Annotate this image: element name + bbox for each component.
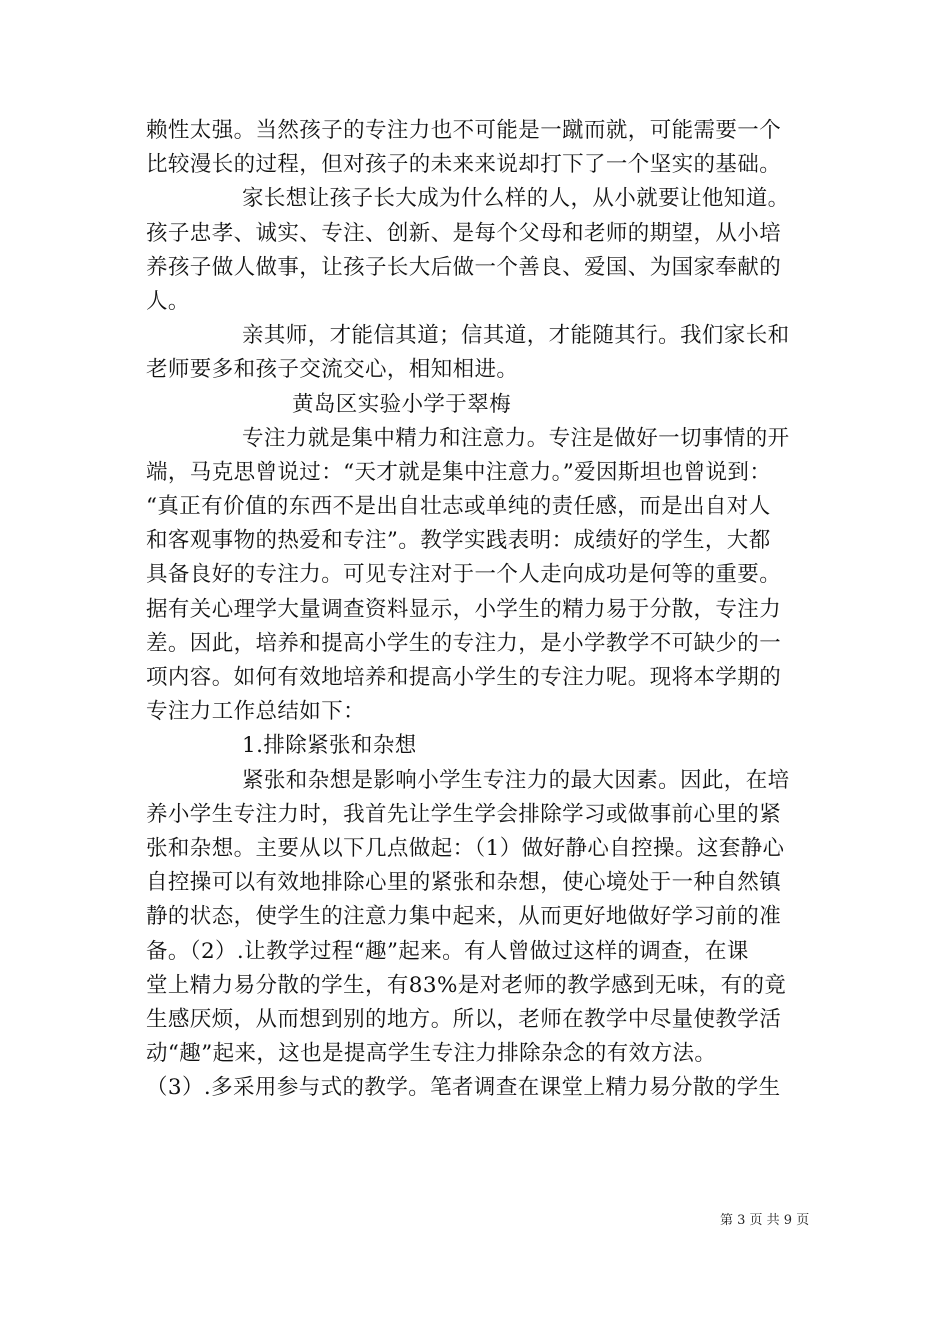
- text-line: 比较漫长的过程，但对孩子的未来来说却打下了一个坚实的基础。: [146, 152, 782, 178]
- text-line: 孩子忠孝、诚实、专注、创新、是每个父母和老师的期望，从小培: [146, 220, 782, 246]
- text-line: 备。（2）.让教学过程“趣”起来。有人曾做过这样的调查，在课: [146, 938, 749, 964]
- text-line: 养孩子做人做事，让孩子长大后做一个善良、爱国、为国家奉献的: [146, 254, 782, 280]
- text-line: 紧张和杂想是影响小学生专注力的最大因素。因此，在培: [242, 767, 790, 793]
- text-line: 人。: [146, 288, 190, 314]
- text-line: 静的状态，使学生的注意力集中起来，从而更好地做好学习前的准: [146, 904, 782, 930]
- text-line: 动“趣”起来，这也是提高学生专注力排除杂念的有效方法。: [146, 1041, 717, 1067]
- text-line: 赖性太强。当然孩子的专注力也不可能是一蹴而就，可能需要一个: [146, 118, 782, 143]
- text-line: 亲其师，才能信其道；信其道，才能随其行。我们家长和: [242, 323, 790, 349]
- text-line: 具备良好的专注力。可见专注对于一个人走向成功是何等的重要。: [146, 562, 782, 588]
- document-body: [146, 114, 814, 1105]
- text-line: 端，马克思曾说过：“天才就是集中注意力。”爱因斯坦也曾说到：: [146, 459, 772, 485]
- text-line: 家长想让孩子长大成为什么样的人，从小就要让他知道。: [242, 186, 790, 212]
- text-line: 自控操可以有效地排除心里的紧张和杂想，使心境处于一种自然镇: [146, 870, 782, 896]
- text-line: 堂上精力易分散的学生，有83%是对老师的教学感到无味，有的竟: [146, 972, 787, 998]
- text-line: 据有关心理学大量调查资料显示，小学生的精力易于分散，专注力: [146, 596, 782, 622]
- text-line: 养小学生专注力时，我首先让学生学会排除学习或做事前心里的紧: [146, 801, 782, 827]
- text-line: （3）.多采用参与式的教学。笔者调查在课堂上精力易分散的学生: [146, 1075, 781, 1101]
- page-number-footer: 第 3 页 共 9 页: [720, 1213, 810, 1228]
- text-line: “真正有价值的东西不是出自壮志或单纯的责任感，而是出自对人: [146, 494, 771, 520]
- text-line: 项内容。如何有效地培养和提高小学生的专注力呢。现将本学期的: [146, 665, 782, 690]
- text-line: 专注力就是集中精力和注意力。专注是做好一切事情的开: [242, 425, 790, 451]
- text-line: 老师要多和孩子交流交心，相知相进。: [146, 357, 519, 383]
- section-heading: 1.排除紧张和杂想: [242, 733, 417, 759]
- text-line: 生感厌烦，从而想到别的地方。所以，老师在教学中尽量使教学活: [146, 1006, 782, 1032]
- text-line: 张和杂想。主要从以下几点做起：（1）做好静心自控操。这套静心: [146, 835, 785, 861]
- author-signature: 黄岛区实验小学于翠梅: [292, 391, 512, 417]
- text-line: 专注力工作总结如下：: [146, 699, 366, 725]
- text-line: 差。因此，培养和提高小学生的专注力，是小学教学不可缺少的一: [146, 630, 782, 656]
- text-line: 和客观事物的热爱和专注”。教学实践表明：成绩好的学生，大都: [146, 528, 771, 554]
